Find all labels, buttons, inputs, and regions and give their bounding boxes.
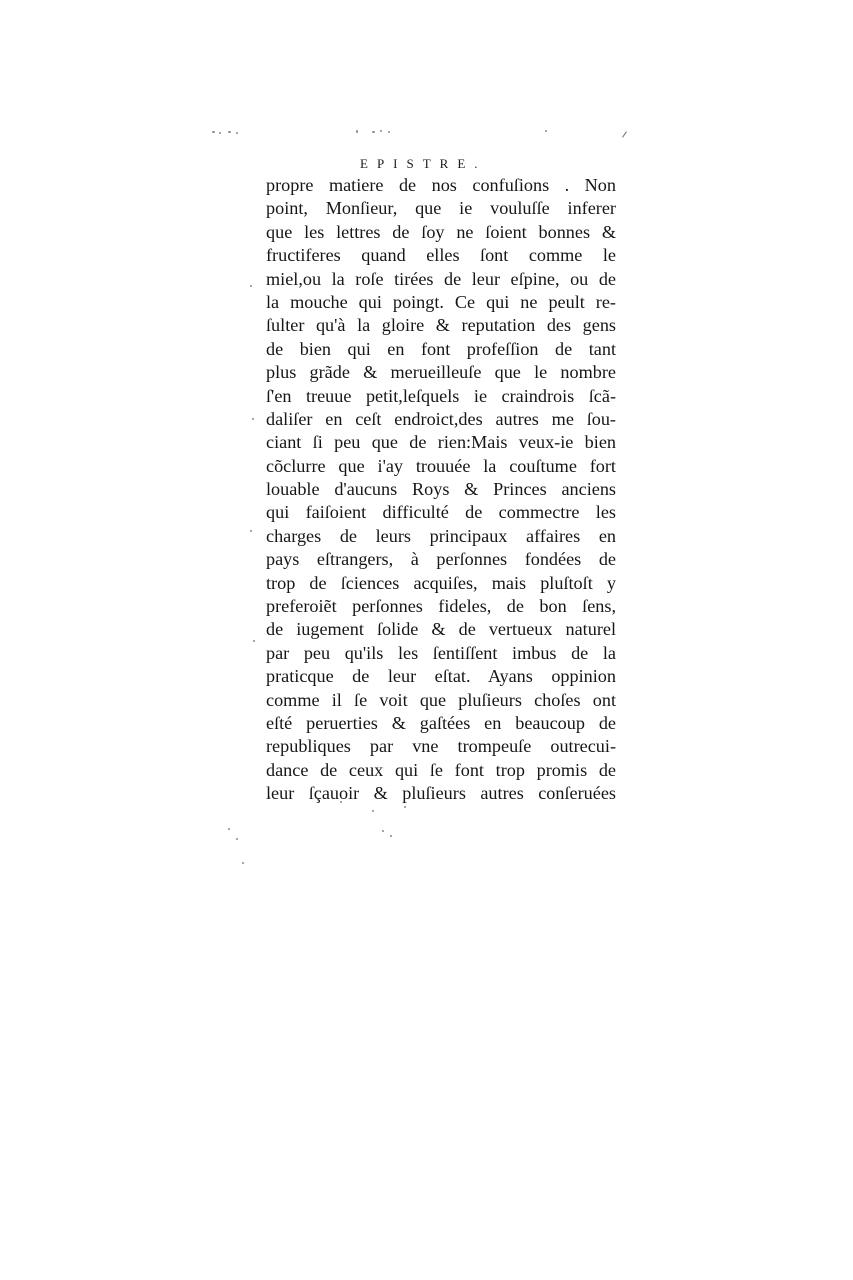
scan-speck <box>404 806 406 808</box>
text-line: praticque de leur eſtat. Ayans oppinion <box>266 666 616 687</box>
scan-speck <box>228 828 230 830</box>
text-line: plus grãde & merueilleuſe que le nombre <box>266 362 616 383</box>
text-line: dance de ceux qui ſe font trop promis de <box>266 759 616 780</box>
scan-speck <box>372 131 375 133</box>
text-line: pays eſtrangers, à perſonnes fondées de <box>266 549 616 570</box>
text-line: par peu qu'ils les ſentiſſent imbus de la <box>266 642 616 663</box>
scan-speck <box>382 830 384 832</box>
scan-speck <box>250 285 252 287</box>
text-line: ſulter qu'à la gloire & reputation des gens <box>266 315 616 336</box>
text-line: ſ'en treuue petit,leſquels ie craindrois ſcã- <box>266 385 616 406</box>
scan-speck <box>388 131 390 133</box>
scan-speck <box>380 130 382 132</box>
text-line: charges de leurs principaux affaires en <box>266 525 616 546</box>
body-text <box>266 174 616 806</box>
running-head: EPISTRE. <box>360 156 487 171</box>
text-line: cõclurre que i'ay trouuée la couſtume fort <box>266 455 616 476</box>
scan-speck <box>212 131 215 133</box>
text-line: que les lettres de ſoy ne ſoient bonnes & <box>266 221 616 242</box>
scan-speck <box>390 835 392 837</box>
text-line: de iugement ſolide & de vertueux naturel <box>266 619 616 640</box>
text-line: point, Monſieur, que ie vouluſſe inferer <box>266 198 616 219</box>
text-line: eſté peruerties & gaſtées en beaucoup de <box>266 712 616 733</box>
scan-speck <box>228 131 231 133</box>
text-line: miel,ou la roſe tirées de leur eſpine, ou de <box>266 268 616 289</box>
text-line: louable d'aucuns Roys & Princes anciens <box>266 479 616 500</box>
text-line: comme il ſe voit que pluſieurs choſes ont <box>266 689 616 710</box>
text-line: preferoiẽt perſonnes fideles, de bon ſens, <box>266 596 616 617</box>
text-line: de bien qui en font profeſſion de tant <box>266 338 616 359</box>
text-line: fructiferes quand elles ſont comme le <box>266 245 616 266</box>
scan-speck <box>545 130 547 132</box>
scan-speck <box>253 640 255 642</box>
scan-speck <box>236 838 238 840</box>
scan-speck <box>356 130 358 133</box>
text-line: leur ſçauoir & pluſieurs autres conſeruées <box>266 783 616 804</box>
scan-speck <box>252 418 254 420</box>
scan-speck <box>236 132 238 134</box>
text-line: qui faiſoient difficulté de commectre les <box>266 502 616 523</box>
scan-speck <box>372 810 374 812</box>
text-line: daliſer en ceſt endroict,des autres me ſou- <box>266 408 616 429</box>
text-line: republiques par vne trompeuſe outrecui- <box>266 736 616 757</box>
scan-speck <box>219 132 221 134</box>
scan-mark <box>622 131 627 137</box>
scan-speck <box>250 530 252 532</box>
text-line: ciant ſi peu que de rien:Mais veux-ie bien <box>266 432 616 453</box>
text-line: propre matiere de nos confuſions . Non <box>266 175 616 195</box>
text-line: trop de ſciences acquiſes, mais pluſtoſt y <box>266 572 616 593</box>
scan-speck <box>242 862 244 864</box>
text-line: la mouche qui poingt. Ce qui ne peult re- <box>266 291 616 312</box>
